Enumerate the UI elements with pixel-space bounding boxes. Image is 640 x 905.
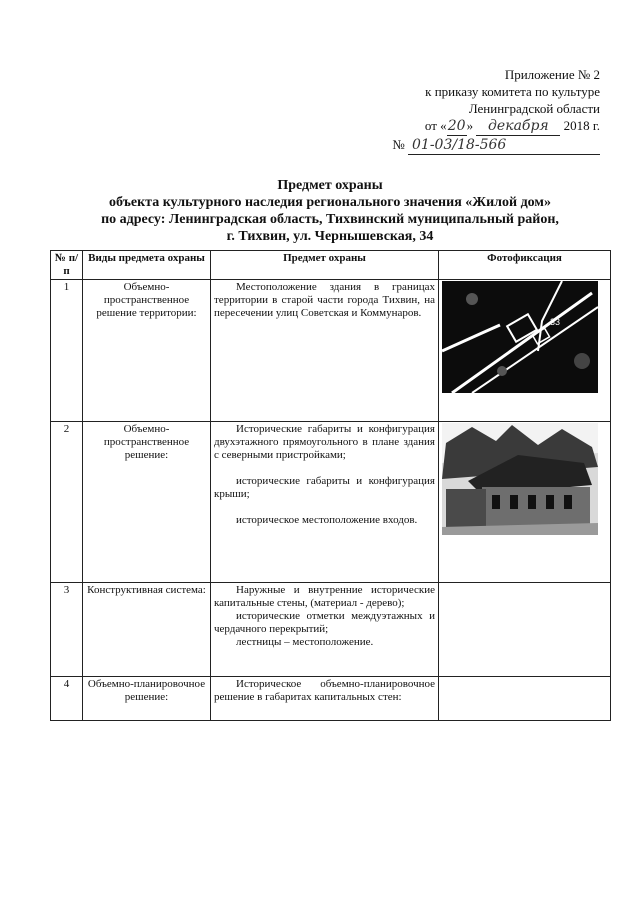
- row-number: 3: [51, 583, 83, 677]
- table-header-row: [51, 251, 611, 280]
- table-row: [51, 583, 611, 677]
- date-prefix: от «: [424, 118, 447, 133]
- document-title: [50, 177, 610, 245]
- row-subject: [211, 422, 439, 583]
- row-photo: [439, 280, 611, 422]
- handwritten-month: декабря: [476, 118, 560, 136]
- header-kind: Виды предмета охраны: [83, 251, 211, 280]
- row-kind: Объемно-планировочное решение:: [83, 677, 211, 721]
- row-kind: Конструктивная система:: [83, 583, 211, 677]
- subject-item: Наружные и внутренние исторические капитальные стены, (материал - дерево);: [214, 584, 435, 609]
- title-line-1: Предмет охраны: [277, 178, 383, 193]
- row-photo: [439, 422, 611, 583]
- row-subject: [211, 280, 439, 422]
- header-number: № п/п: [51, 251, 83, 280]
- date-mid: »: [466, 118, 474, 133]
- subject-item: исторические отметки междуэтажных и чердачного перекрытий;: [214, 610, 435, 635]
- subject-item: лестницы – местоположение.: [236, 636, 374, 648]
- row-subject: [211, 583, 439, 677]
- row-kind: Объемно-пространственное решение территории:: [83, 280, 211, 422]
- map-building-label: 33: [550, 317, 561, 327]
- row-subject: [211, 677, 439, 721]
- table-row: [51, 422, 611, 583]
- row-photo: [439, 677, 611, 721]
- row-photo: [439, 583, 611, 677]
- row-number: 2: [51, 422, 83, 583]
- appendix-number: [392, 136, 600, 155]
- protection-table: [50, 250, 611, 721]
- row-number: 4: [51, 677, 83, 721]
- subject-item: Местоположение здания в границах территории в старой части города Тихвин, на пересечении улиц Советская и Коммунаров.: [214, 281, 435, 319]
- building-photo: [442, 423, 598, 535]
- appendix-header: [392, 66, 600, 155]
- appendix-date: [392, 117, 600, 136]
- header-photo: Фотофиксация: [439, 251, 611, 280]
- title-line-4: г. Тихвин, ул. Чернышевская, 34: [226, 229, 434, 244]
- table-row: [51, 280, 611, 422]
- table-row: [51, 677, 611, 721]
- subject-item: исторические габариты и конфигурация крыши;: [214, 475, 435, 500]
- subject-item: Исторические габариты и конфигурация двухэтажного прямоугольного в плане здания с северными пристройками;: [214, 423, 435, 461]
- appendix-order-ref: к приказу комитета по культуре: [425, 84, 600, 99]
- title-line-2: объекта культурного наследия регионального значения «Жилой дом»: [109, 195, 551, 210]
- row-number: 1: [51, 280, 83, 422]
- appendix-title: Приложение № 2: [504, 67, 600, 82]
- date-year: 2018 г.: [563, 118, 600, 133]
- row-kind: Объемно-пространственное решение:: [83, 422, 211, 583]
- appendix-region: Ленинградской области: [468, 101, 600, 116]
- handwritten-day: 20: [447, 118, 466, 134]
- subject-item: историческое местоположение входов.: [236, 514, 418, 526]
- handwritten-number: 01-03/18-566: [408, 137, 600, 155]
- subject-item: Историческое объемно-планировочное решение в габаритах капитальных стен:: [214, 678, 435, 703]
- number-prefix: №: [392, 137, 405, 152]
- map-photo: [442, 281, 598, 393]
- title-line-3: по адресу: Ленинградская область, Тихвинский муниципальный район,: [101, 212, 559, 227]
- header-subject: Предмет охраны: [211, 251, 439, 280]
